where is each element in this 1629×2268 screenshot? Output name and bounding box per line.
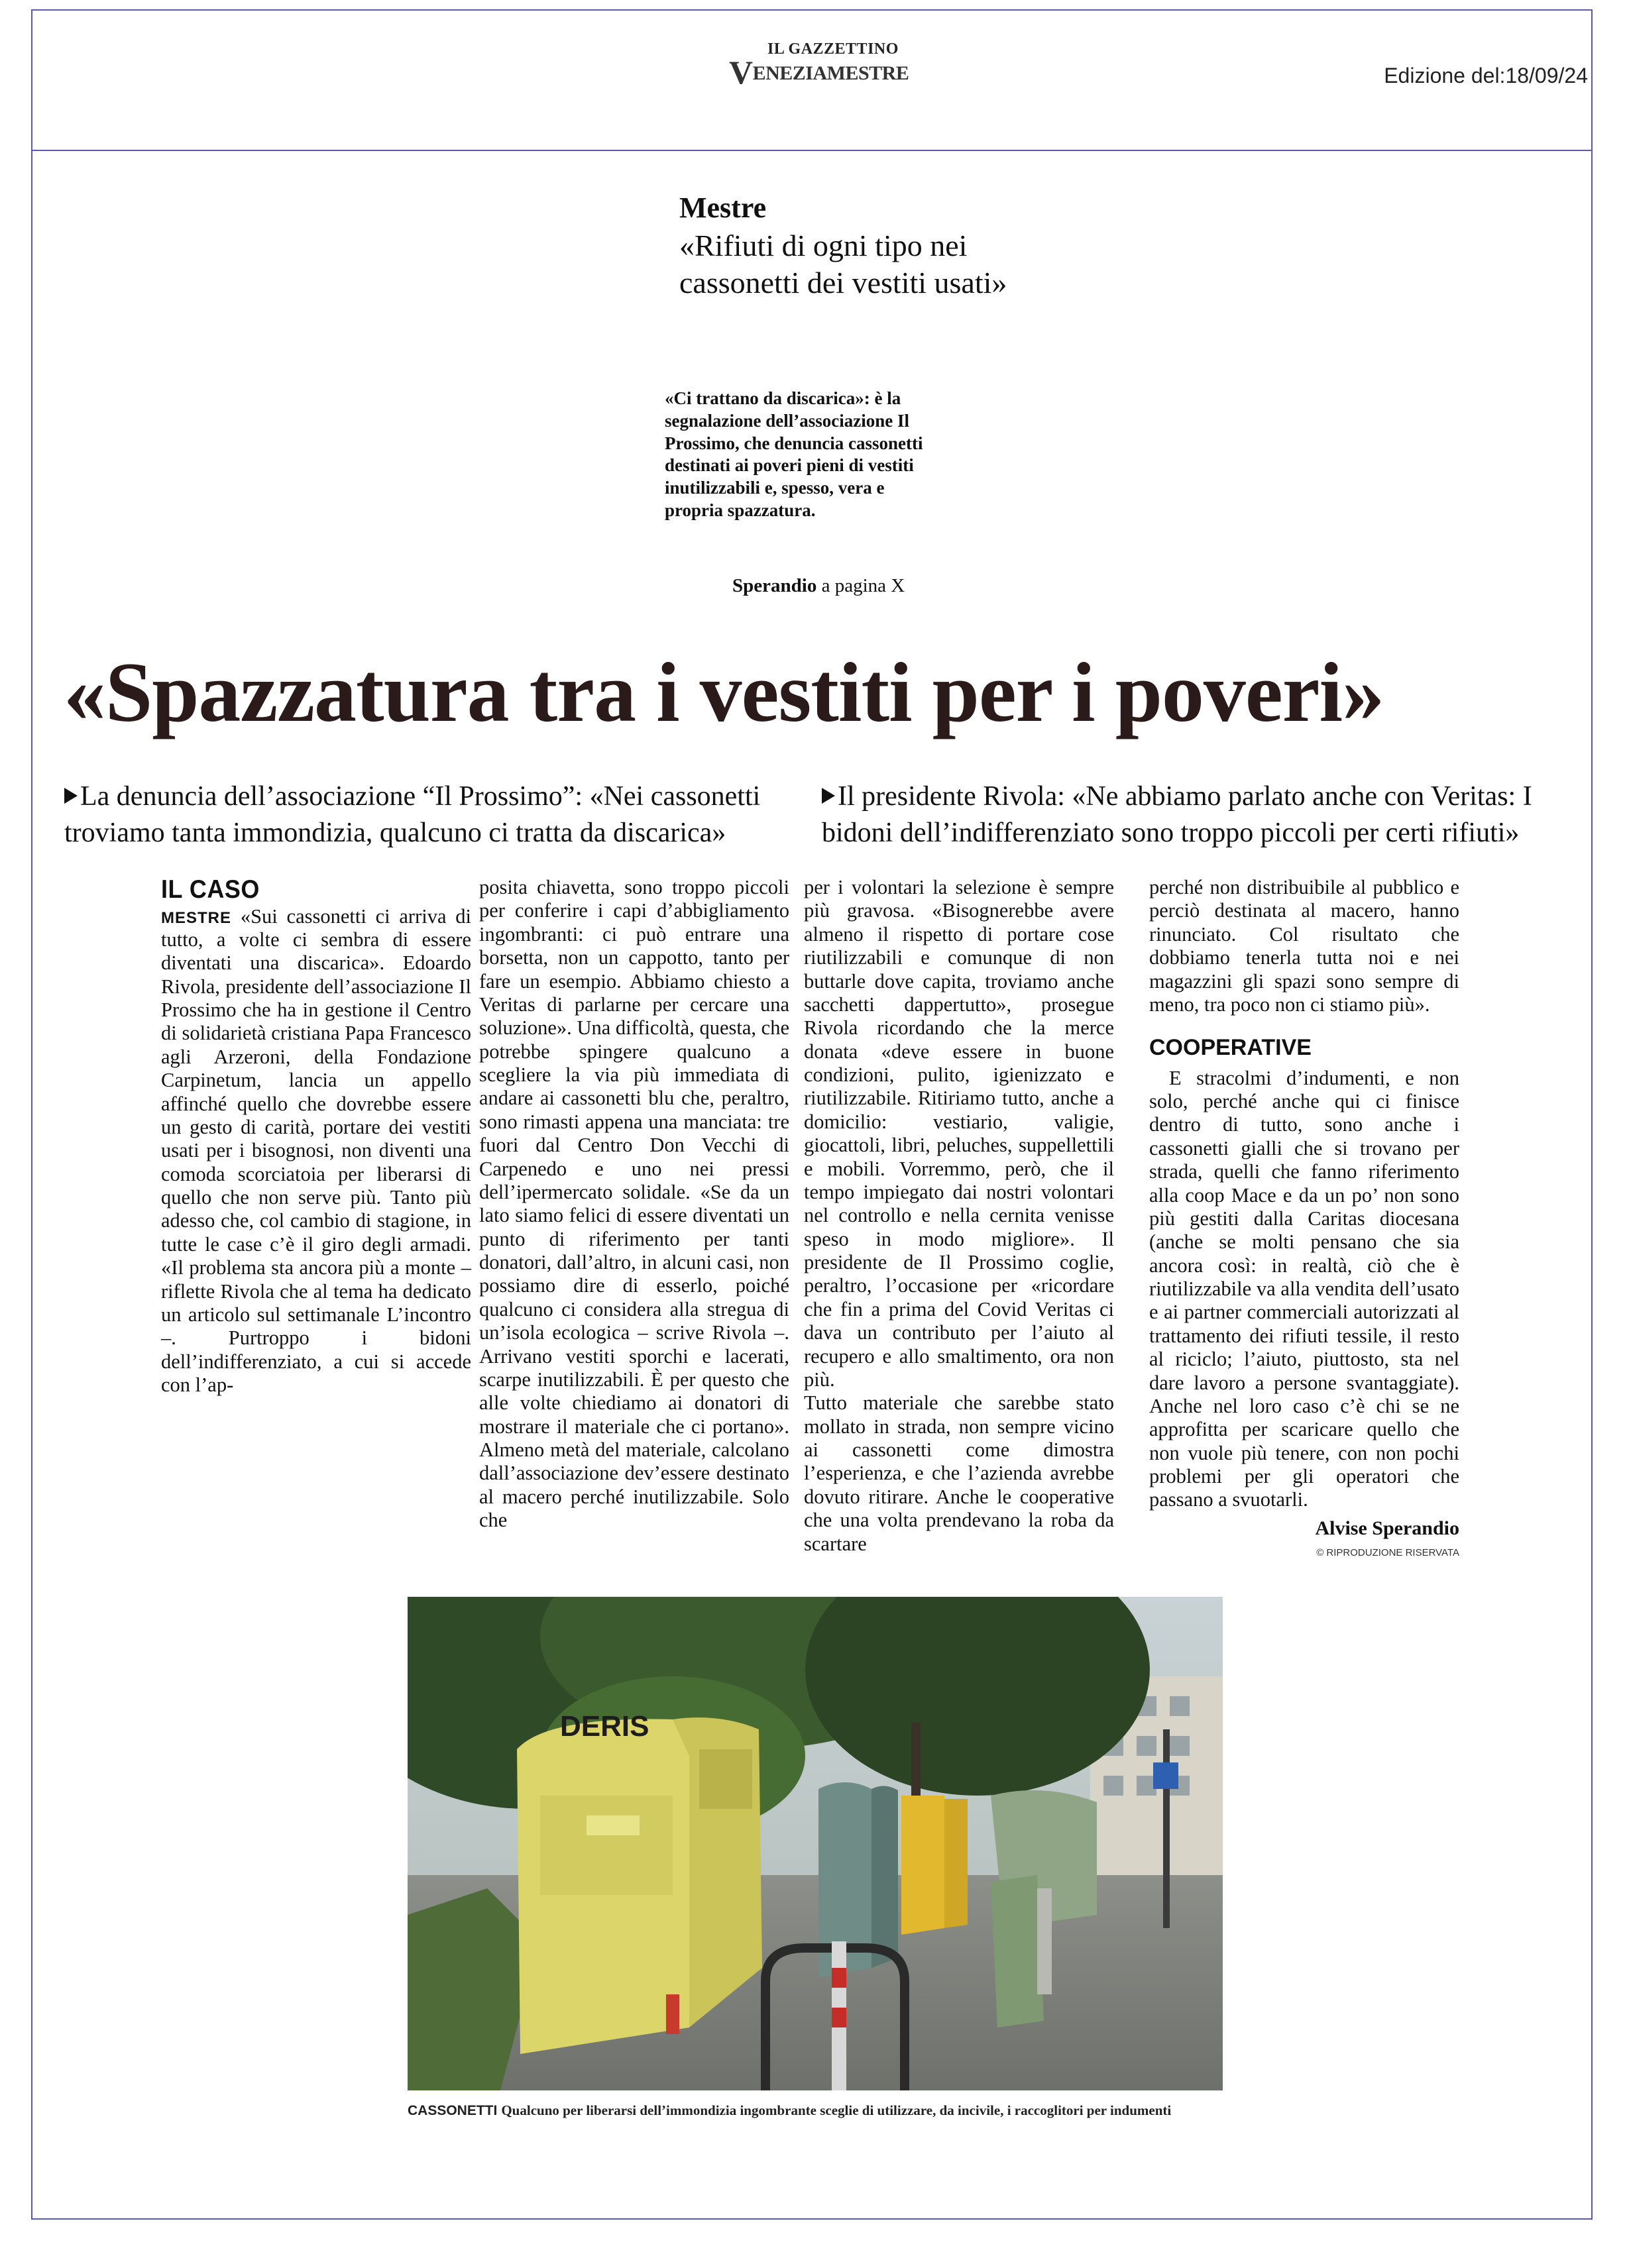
kicker-title: «Rifiuti di ogni tipo nei cassonetti dei vestiti usati» xyxy=(679,228,1007,299)
article-paragraph: MESTRE «Sui cassonetti ci arriva di tutto, a volte ci sembra di essere diventati una discarica». Edoardo Rivola, presidente dell’associazione Il Prossimo che ha in gestione il Centro di solidarietà cristiana Papa Francesco agli Arzeroni, della Fondazione Carpinetum, lancia un appello affinché quello che dovrebbe essere un gesto di carità, portare dei vestiti usati per i bisognosi, non diventi una comoda scorciatoia per liberarsi di quello che non serve più. Tanto più adesso che, col cambio di stagione, in tutte le case c’è il giro degli armadi. «Il problema sta ancora più a monte – riflette Rivola che al tema ha dedicato un articolo sul settimanale L’incontro –. Purtroppo i bidoni dell’indifferenziato, a cui si accede con l’ap- xyxy=(161,904,472,1397)
article-paragraph: perché non distribuibile al pubblico e perciò destinata al macero, hanno rinunciato. Col risultato che dobbiamo tenerla tutta noi e nei magazzini gli spazi sono sempre di meno, tra poco non ci stiamo più». xyxy=(1149,876,1459,1016)
masthead-logo xyxy=(729,40,909,91)
triangle-bullet-icon xyxy=(822,788,835,804)
article-column-3 xyxy=(804,876,1114,1556)
deck-left: La denuncia dell’associazione “Il Prossimo”: «Nei cassonetti troviamo tanta immondizia, qualcuno ci tratta da discarica» xyxy=(64,781,761,848)
page-reference: Sperandio a pagina X xyxy=(732,575,905,596)
kicker-summary: «Ci trattano da discarica»: è la segnalazione dell’associazione Il Prossimo, che denuncia cassonetti destinati ai poveri pieni di vestiti inutilizzabili e, spesso, vera e propria spazzatura. xyxy=(665,388,923,520)
masthead-bottom: VENEZIAMESTRE xyxy=(729,54,909,91)
graffiti-text: DERIS xyxy=(560,1710,649,1743)
triangle-bullet-icon xyxy=(64,788,78,804)
author-signature: Alvise Sperandio xyxy=(1315,1517,1459,1539)
article-paragraph: E stracolmi d’indumenti, e non solo, perché anche qui ci finisce dentro di tutto, sono anche i cassonetti gialli che si trovano per strada, quelli che fanno riferimento alla coop Mace e da un po’ non sono più gestiti dalla Caritas diocesana (anche se molti pensano che sia ancora così: in realtà, ciò che è riutilizzabile va alla vendita dell’usato e ai partner commerciali autorizzati al trattamento dei rifiuti tessile, il resto al riciclo; l’aiuto, piuttosto, sta nel dare lavoro a persone svantaggiate). Anche nel loro caso c’è chi se ne approfitta per scaricare quello che non vuole più tenere, con non pochi problemi per gli operatori che passano a svuotarli. xyxy=(1149,1066,1459,1511)
kicker-place: Mestre xyxy=(679,191,767,224)
article-paragraph: posita chiavetta, sono troppo piccoli per conferire i capi d’abbigliamento ingombranti: ci può entrare una borsetta, non un cappotto, tanto per fare un esempio. Abbiamo chiesto a Veritas di parlarne per cercare una soluzione». Una difficoltà, questa, che potrebbe spingere qualcuno a scegliere la via più immediata di andare ai cassonetti blu che, peraltro, sono rimasti appena una manciata: tre fuori dal Centro Don Vecchi di Carpenedo e uno nei pressi dell’ipermercato solidale. «Se da un lato siamo felici di essere diventati un punto di riferimento per tanti donatori, dall’altro, in alcuni casi, non possiamo dire di esserlo, poiché qualcuno ci considera alla stregua di un’isola ecologica – scrive Rivola –. Arrivano vestiti sporchi e lacerati, scarpe inutilizzabili. È per questo che alle volte chiediamo ai donatori di mostrare il materiale che ci portano». Almeno metà del materiale, calcolano dall’associazione dev’essere destinato al macero perché inutilizzabile. Solo che xyxy=(479,876,789,1532)
header-divider xyxy=(31,150,1593,151)
masthead-top: IL GAZZETTINO xyxy=(767,40,899,58)
deck-right: Il presidente Rivola: «Ne abbiamo parlato anche con Veritas: I bidoni dell’indifferenziato sono troppo piccoli per certi rifiuti» xyxy=(822,781,1532,848)
edition-date: Edizione del:18/09/24 xyxy=(1384,64,1588,87)
copyright-note: © RIPRODUZIONE RISERVATA xyxy=(1316,1546,1459,1558)
section-label: IL CASO xyxy=(161,874,260,904)
kicker-block xyxy=(679,191,1024,301)
dateline: MESTRE xyxy=(161,908,232,927)
article-paragraph: Tutto materiale che sarebbe stato mollato in strada, non sempre vicino ai cassonetti come dimostra l’esperienza, e che l’azienda avrebbe dovuto ritirare. Anche le cooperative che una volta prendevano la roba da scartare xyxy=(804,1391,1114,1555)
article-column-1 xyxy=(161,876,471,1397)
article-column-4 xyxy=(1149,876,1459,1558)
photo-caption: CASSONETTI Qualcuno per liberarsi dell’immondizia ingombrante sceglie di utilizzare, da incivile, i raccoglitori per indumenti xyxy=(408,2102,1172,2118)
article-photo xyxy=(408,1597,1223,2090)
subsection-label: COOPERATIVE xyxy=(1149,1035,1312,1061)
article-paragraph: per i volontari la selezione è sempre più gravosa. «Bisognerebbe avere almeno il rispetto di portare cose riutilizzabili e comunque di non buttarle dove capita, troviamo anche sacchetti dappertutto», prosegue Rivola ricordando che la merce donata «deve essere in buone condizioni, pulito, igienizzato e riutilizzabile. Ritiriamo tutto, anche a domicilio: vestiario, valigie, giocattoli, libri, peluches, suppellettili e mobili. Vorremmo, però, che il tempo impiegato dai nostri volontari nel controllo e nella cernita venisse speso in modo migliore». Il presidente de Il Prossimo coglie, peraltro, l’occasione per «ricordare che fin a prima del Covid Veritas ci dava un contributo per l’aiuto al recupero e allo smaltimento, ora non più. xyxy=(804,876,1114,1391)
article-column-2 xyxy=(479,876,789,1533)
headline: «Spazzatura tra i vestiti per i poveri» xyxy=(64,645,1384,739)
